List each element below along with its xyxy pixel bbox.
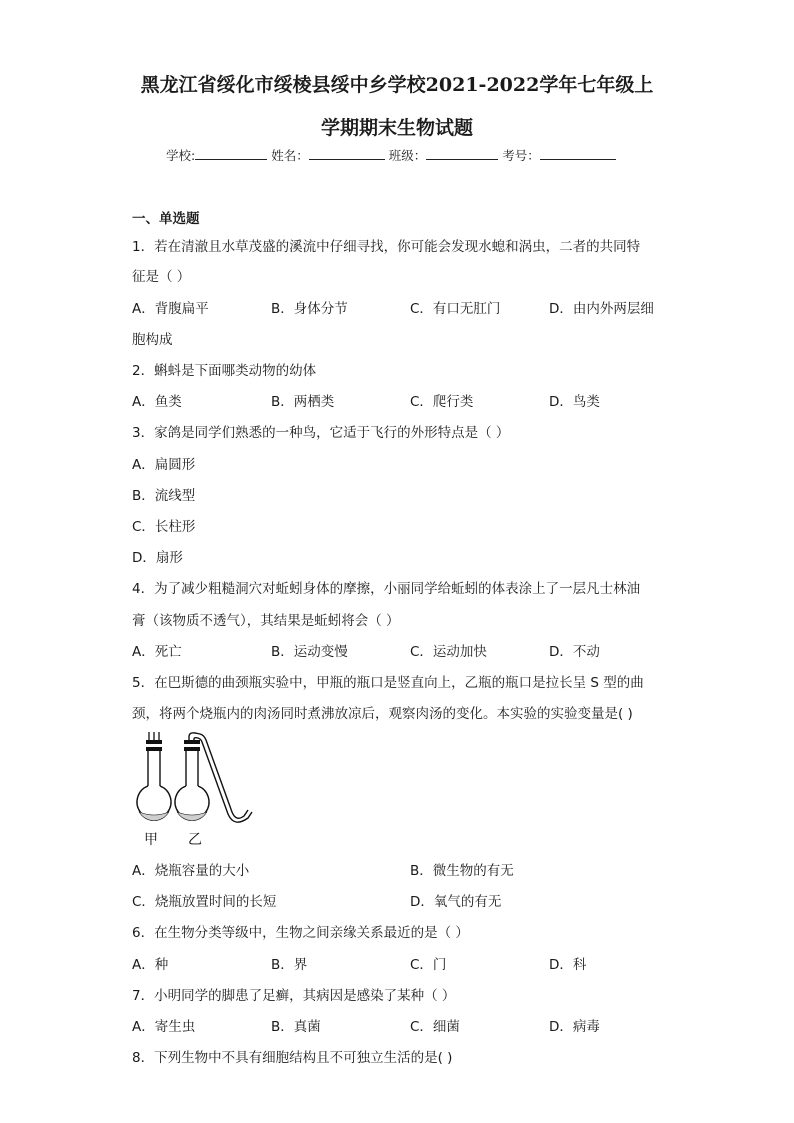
question-4-stem: 4．为了减少粗糙洞穴对蚯蚓身体的摩擦，小丽同学给蚯蚓的体表涂上了一层凡士林油	[132, 581, 641, 597]
q5-option-d[interactable]: D．氧气的有无	[410, 894, 502, 910]
name-blank	[309, 147, 385, 160]
q7-option-b[interactable]: B．真菌	[271, 1019, 321, 1035]
student-info-row	[166, 146, 616, 164]
exam-title-line-1: 黑龙江省绥化市绥棱县绥中乡学校2021-2022学年七年级上	[140, 74, 654, 96]
q7-option-c[interactable]: C．细菌	[410, 1019, 460, 1035]
q1-option-b[interactable]: B．身体分节	[271, 301, 348, 317]
exam-title-line-2: 学期期末生物试题	[320, 117, 473, 139]
q2-option-a[interactable]: A．鱼类	[132, 394, 182, 410]
q5-option-a[interactable]: A．烧瓶容量的大小	[132, 863, 250, 879]
question-7-stem: 7．小明同学的脚患了足癣，其病因是感染了某种（ ）	[132, 988, 456, 1004]
q2-option-c[interactable]: C．爬行类	[410, 394, 474, 410]
q4-option-b[interactable]: B．运动变慢	[271, 644, 348, 660]
section-heading: 一、单选题	[132, 211, 200, 227]
q4-option-d[interactable]: D．不动	[549, 644, 600, 660]
exam-number-label: 考号：	[502, 148, 540, 163]
exam-number-blank	[540, 147, 616, 160]
q2-option-d[interactable]: D．鸟类	[549, 394, 600, 410]
name-label: 姓名：	[271, 148, 309, 163]
flask-yi	[175, 733, 252, 822]
question-2-stem: 2．蝌蚪是下面哪类动物的幼体	[132, 363, 317, 379]
q6-option-b[interactable]: B．界	[271, 957, 308, 973]
question-1-stem-cont: 征是（ ）	[132, 269, 191, 285]
q1-option-d[interactable]: D．由内外两层细	[549, 301, 654, 317]
q1-option-d-cont: 胞构成	[132, 332, 173, 348]
swan-neck-flask-figure	[128, 732, 258, 848]
question-1-stem: 1．若在清澈且水草茂盛的溪流中仔细寻找，你可能会发现水螅和涡虫，二者的共同特	[132, 239, 641, 255]
q3-option-c[interactable]: C．长柱形	[132, 519, 196, 535]
q7-option-d[interactable]: D．病毒	[549, 1019, 600, 1035]
flask-jia	[137, 732, 171, 821]
question-3-stem: 3．家鸽是同学们熟悉的一种鸟，它适于飞行的外形特点是（ ）	[132, 425, 510, 441]
question-5-stem-cont: 颈，将两个烧瓶内的肉汤同时煮沸放凉后，观察肉汤的变化。本实验的实验变量是( )	[132, 706, 633, 722]
q3-option-a[interactable]: A．扁圆形	[132, 457, 196, 473]
flask-yi-label: 乙	[188, 832, 202, 848]
school-label: 学校:	[166, 148, 196, 163]
q4-option-a[interactable]: A．死亡	[132, 644, 182, 660]
q6-option-c[interactable]: C．门	[410, 957, 447, 973]
class-label: 班级：	[388, 148, 427, 163]
q2-option-b[interactable]: B．两栖类	[271, 394, 335, 410]
school-blank	[195, 147, 267, 160]
q7-option-a[interactable]: A．寄生虫	[132, 1019, 196, 1035]
q6-option-a[interactable]: A．种	[132, 957, 169, 973]
flask-jia-label: 甲	[144, 832, 158, 848]
q5-option-b[interactable]: B．微生物的有无	[410, 863, 514, 879]
question-8-stem: 8．下列生物中不具有细胞结构且不可独立生活的是( )	[132, 1050, 453, 1066]
q4-option-c[interactable]: C．运动加快	[410, 644, 487, 660]
q5-option-c[interactable]: C．烧瓶放置时间的长短	[132, 894, 277, 910]
question-5-stem: 5．在巴斯德的曲颈瓶实验中，甲瓶的瓶口是竖直向上，乙瓶的瓶口是拉长呈 S 型的曲	[132, 675, 644, 691]
q6-option-d[interactable]: D．科	[549, 957, 587, 973]
class-blank	[426, 147, 498, 160]
q1-option-a[interactable]: A．背腹扁平	[132, 301, 209, 317]
q3-option-d[interactable]: D．扇形	[132, 550, 183, 566]
q3-option-b[interactable]: B．流线型	[132, 488, 196, 504]
question-6-stem: 6．在生物分类等级中，生物之间亲缘关系最近的是（ ）	[132, 925, 469, 941]
q1-option-c[interactable]: C．有口无肛门	[410, 301, 501, 317]
question-4-stem-cont: 膏（该物质不透气），其结果是蚯蚓将会（ ）	[132, 613, 400, 629]
